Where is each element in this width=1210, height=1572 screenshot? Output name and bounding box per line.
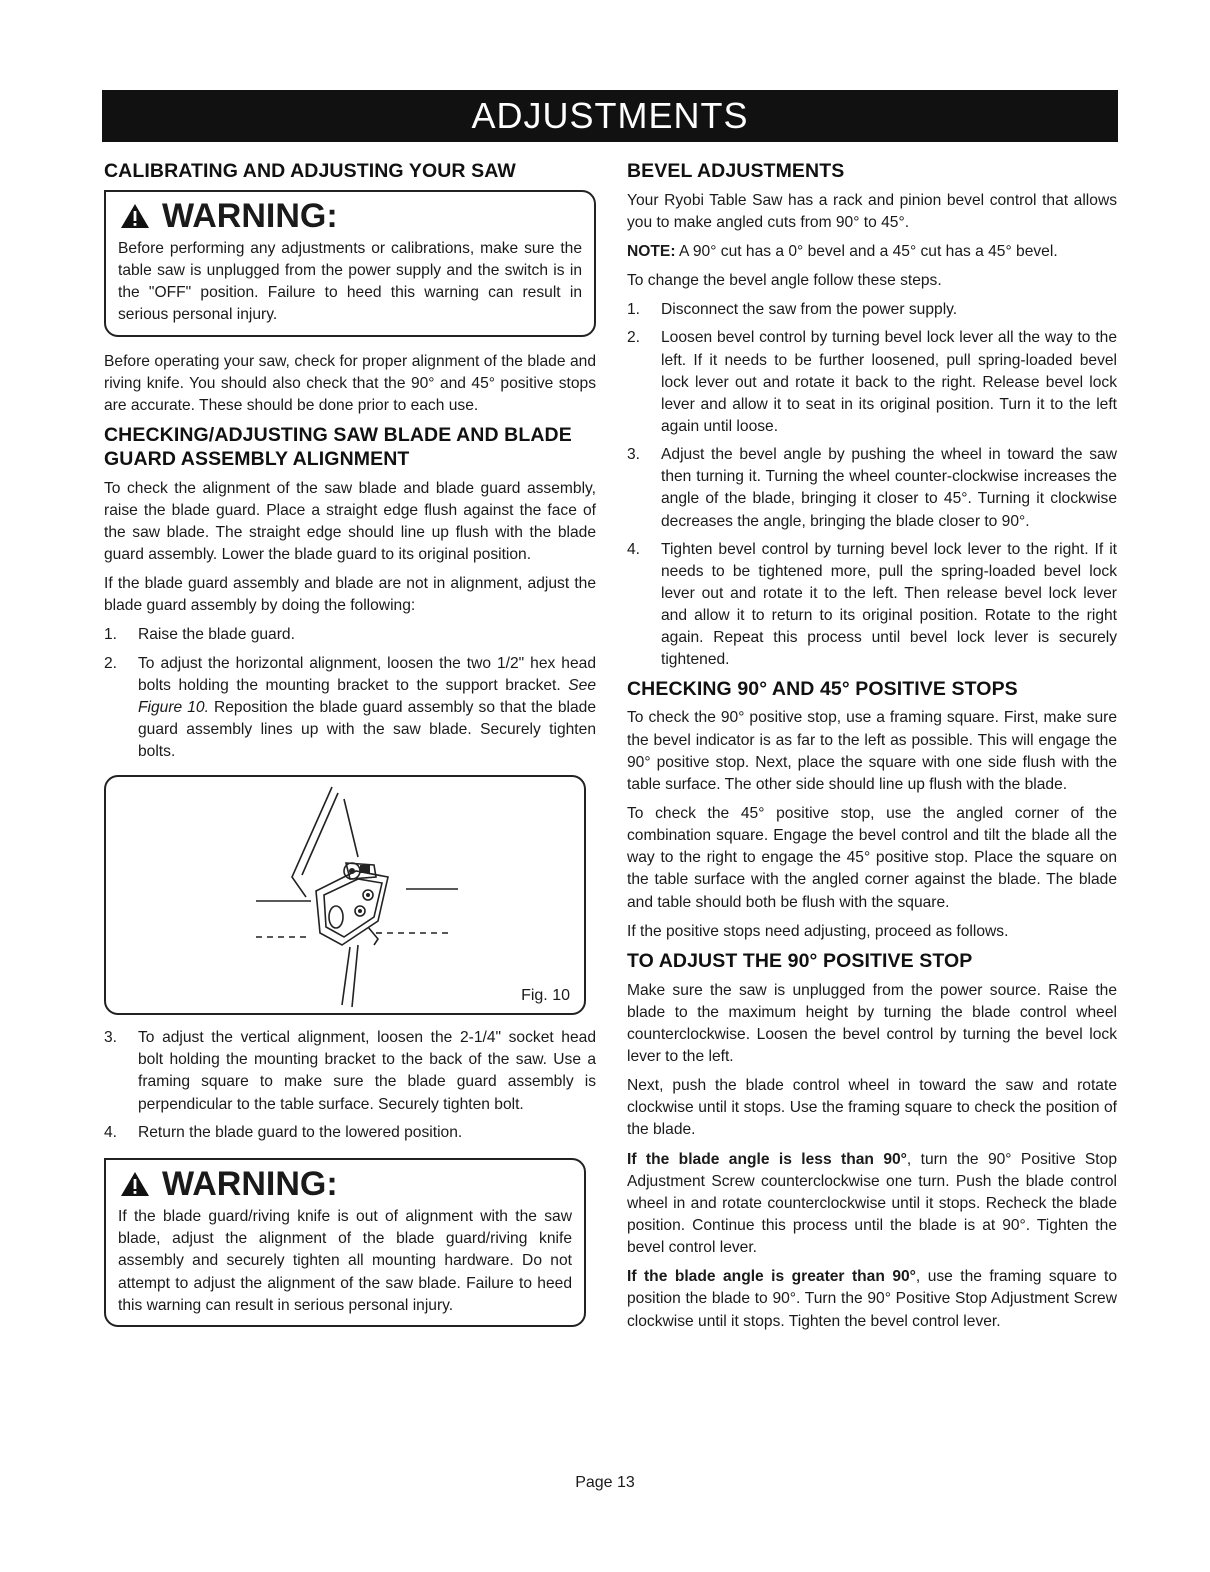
- list-item: [627, 539, 1117, 672]
- step-number: 4.: [627, 540, 641, 558]
- less-than-text: , turn the 90° Positive Stop Adjustment Screw counterclockwise one turn. Push the blade control wheel in and rotate counterclockwise until it stops. Recheck the blade position. Continue this process until the blade is at 90°. Tighten the bevel control lever.: [627, 1150, 1117, 1257]
- section-title-blade-guard: CHECKING/ADJUSTING SAW BLADE AND BLADE GUARD ASSEMBLY ALIGNMENT: [104, 423, 572, 470]
- figure-reference: See Figure 10.: [138, 676, 596, 716]
- step-text: Adjust the bevel angle by pushing the wheel in toward the saw then turning it. Turning the wheel counter-clockwise increases the angle of the blade, bringing it closer to 45°. Turning it clockwise decreases the angle, bringing the blade closer to 90°.: [661, 446, 1117, 530]
- step-text: Return the blade guard to the lowered position.: [138, 1123, 463, 1141]
- list-item: [104, 1027, 596, 1116]
- bevel-note: [627, 241, 1117, 263]
- warning-box-2: [104, 1158, 586, 1327]
- step-number: 2.: [104, 654, 118, 672]
- step-text: Disconnect the saw from the power supply.: [661, 301, 958, 319]
- list-item: [627, 327, 1117, 438]
- step-number: 1.: [104, 626, 118, 644]
- section-title-adjust-90: TO ADJUST THE 90° POSITIVE STOP: [627, 949, 973, 972]
- section-title-calibrating: CALIBRATING AND ADJUSTING YOUR SAW: [104, 160, 516, 182]
- note-label: NOTE:: [627, 243, 676, 261]
- warning-box-1: [104, 190, 596, 337]
- step-number: 3.: [627, 446, 641, 464]
- warning-triangle-icon: [120, 203, 150, 229]
- stops-paragraph-1: To check the 90° positive stop, use a framing square. First, make sure the bevel indicator is as far to the left as possible. This will engage the 90° positive stop. Next, place the square with one side flush with the table surface. The other side should line up flush with the blade.: [627, 709, 1117, 793]
- section-title-positive-stops: CHECKING 90° AND 45° POSITIVE STOPS: [627, 677, 1018, 700]
- warning-title-1: WARNING:: [162, 196, 338, 235]
- step-text: Raise the blade guard.: [138, 626, 295, 644]
- page-number: Page 13: [575, 1474, 635, 1491]
- greater-than-paragraph: [627, 1266, 1117, 1332]
- list-item: [104, 624, 596, 646]
- stops-paragraph-3: If the positive stops need adjusting, proceed as follows.: [627, 922, 1009, 940]
- greater-than-label: If the blade angle is greater than 90°: [627, 1268, 916, 1286]
- step-text-after: Reposition the blade guard assembly so that the blade guard assembly lines up with the saw blade. Securely tighten bolts.: [138, 698, 596, 761]
- list-item: [104, 1122, 596, 1144]
- adjust-paragraph-2: Next, push the blade control wheel in toward the saw and rotate clockwise until it stops. Use the framing square to check the position of the blade.: [627, 1077, 1117, 1139]
- alignment-paragraph-2: If the blade guard assembly and blade are not in alignment, adjust the blade guard assembly by doing the following:: [104, 575, 596, 615]
- less-than-paragraph: [627, 1149, 1117, 1260]
- warning-text-1: Before performing any adjustments or calibrations, make sure the table saw is unplugged from the power supply and the switch is in the "OFF" position. Failure to heed this warning can result in serious personal injury.: [118, 239, 582, 324]
- figure-label: Fig. 10: [521, 987, 570, 1005]
- alignment-steps-a: [104, 624, 596, 763]
- greater-than-text: , use the framing square to position the blade to 90°. Turn the 90° Positive Stop Adjustment Screw clockwise until it stops. Tighten the bevel control lever.: [627, 1268, 1117, 1330]
- step-number: 4.: [104, 1123, 118, 1141]
- adjust-paragraph-1: Make sure the saw is unplugged from the power source. Raise the blade to the maximum height by turning the blade control wheel counterclockwise. Loosen the bevel control by turning the bevel lock lever to the left.: [627, 981, 1117, 1065]
- list-item: [627, 444, 1117, 533]
- warning-heading-2: [120, 1162, 572, 1206]
- step-text: Tighten bevel control by turning bevel lock lever to the right. If it needs to be tightened more, pull the spring-loaded bevel lock lever out and rotate it to the left. Then release bevel lock lever and allow it to return to its original position. Rotate to the right again. Repeat this process until bevel lock lever is securely tightened.: [661, 540, 1117, 669]
- step-text: Loosen bevel control by turning bevel lock lever all the way to the left. If it needs to be further loosened, pull spring-loaded bevel lock lever out and rotate it back to the right. Release bevel lock lever and allow it to seat in its original position. Turn it to the left again until loose.: [661, 329, 1117, 436]
- step-number: 1.: [627, 301, 641, 319]
- intro-paragraph: Before operating your saw, check for proper alignment of the blade and riving knife. You should also check that the 90° and 45° positive stops are accurate. These should be done prior to each use.: [104, 352, 596, 414]
- warning-heading-1: [120, 194, 582, 238]
- alignment-steps-b: [104, 1027, 596, 1144]
- section-banner: ADJUSTMENTS: [102, 90, 1118, 142]
- warning-text-2: If the blade guard/riving knife is out of alignment with the saw blade, adjust the alignment of the blade guard/riving knife assembly and securely tighten all mounting hardware. Do not attempt to adjust the alignment of the saw blade. Failure to heed this warning can result in serious personal injury.: [118, 1208, 572, 1314]
- bevel-intro: Your Ryobi Table Saw has a rack and pinion bevel control that allows you to make angled cuts from 90° to 45°.: [627, 191, 1117, 231]
- list-item: [627, 299, 1117, 321]
- step-text-before: To adjust the horizontal alignment, loosen the two 1/2" hex head bolts holding the mounting bracket to the support bracket.: [138, 654, 596, 694]
- note-text: A 90° cut has a 0° bevel and a 45° cut has a 45° bevel.: [675, 243, 1058, 261]
- step-number: 2.: [627, 329, 641, 347]
- warning-title-2: WARNING:: [162, 1164, 338, 1203]
- left-column: [104, 160, 596, 1341]
- list-item: [104, 653, 596, 764]
- warning-triangle-icon: [120, 1171, 150, 1197]
- bevel-steps: [627, 299, 1117, 671]
- right-column: [627, 160, 1117, 1340]
- bevel-steps-intro: To change the bevel angle follow these steps.: [627, 272, 942, 290]
- section-title-bevel: BEVEL ADJUSTMENTS: [627, 160, 845, 182]
- step-text: To adjust the vertical alignment, loosen the 2-1/4" socket head bolt holding the mounting bracket to the back of the saw. Use a framing square to make sure the blade guard assembly is perpendicular to the table surface. Securely tighten bolt.: [138, 1029, 596, 1113]
- less-than-label: If the blade angle is less than 90°: [627, 1150, 907, 1168]
- stops-paragraph-2: To check the 45° positive stop, use the angled corner of the combination square. Engage the bevel control and tilt the blade all the way to the right to engage the 45° positive stop. Place the square on the table surface with the angled corner against the blade. The blade and table should both be flush with the square.: [627, 804, 1117, 911]
- figure-10: [104, 775, 586, 1015]
- step-number: 3.: [104, 1029, 118, 1047]
- alignment-paragraph-1: To check the alignment of the saw blade and blade guard assembly, raise the blade guard. Place a straight edge flush against the face of the saw blade. The straight edge should line up flush with the blade guard assembly. Lower the blade guard to its original position.: [104, 479, 596, 563]
- blade-guard-bracket-illustration: [106, 777, 586, 1009]
